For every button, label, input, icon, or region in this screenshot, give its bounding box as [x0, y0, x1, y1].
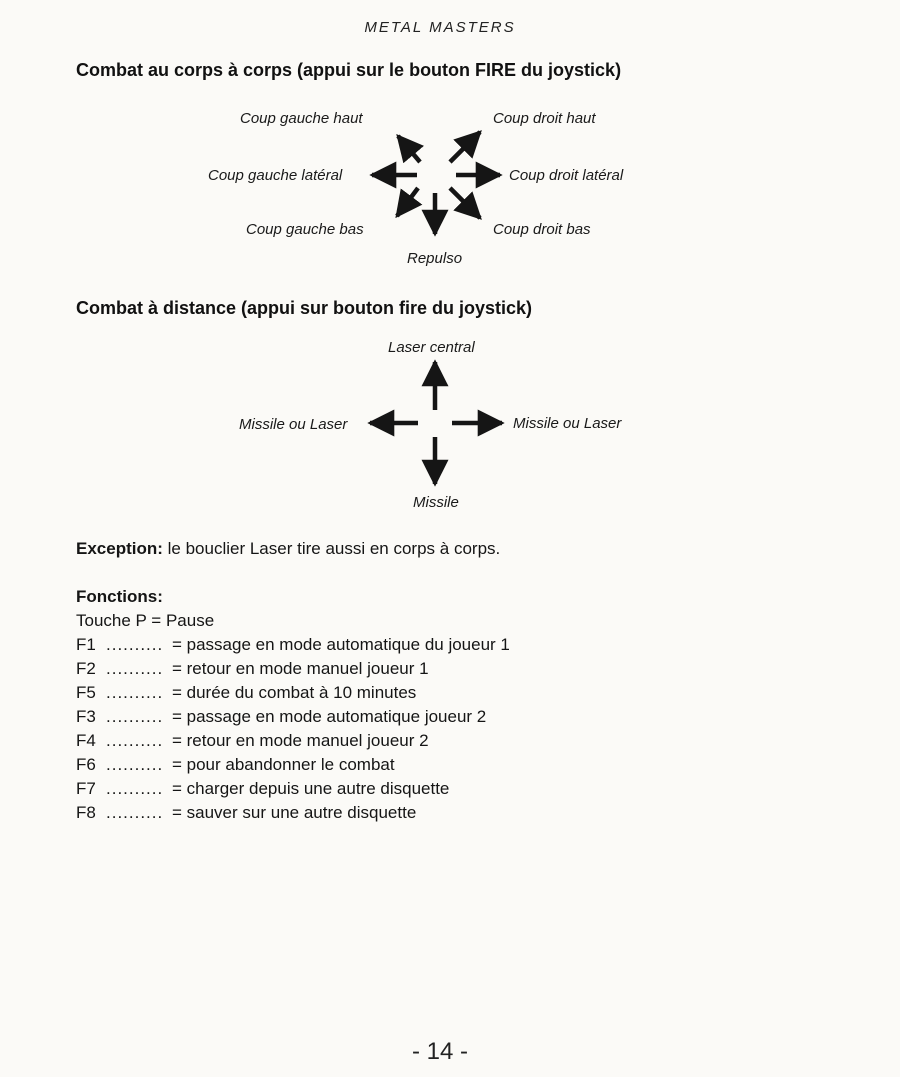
- function-desc: = pour abandonner le combat: [172, 755, 395, 774]
- melee-section-title: Combat au corps à corps (appui sur le bouton FIRE du joystick): [76, 60, 622, 80]
- function-key: F1: [76, 635, 96, 654]
- label-laser-central: Laser central: [388, 339, 475, 356]
- label-missile-ou-laser-right: Missile ou Laser: [513, 415, 622, 432]
- function-row: [76, 755, 395, 775]
- label-coup-gauche-bas: Coup gauche bas: [246, 221, 364, 238]
- dot-leader: ..........: [106, 731, 164, 750]
- label-missile-ou-laser-left: Missile ou Laser: [239, 416, 348, 433]
- exception-label: Exception:: [76, 539, 163, 558]
- label-coup-droit-lateral: Coup droit latéral: [509, 167, 624, 184]
- arrow-down-left: [397, 188, 418, 216]
- label-coup-gauche-lateral: Coup gauche latéral: [208, 167, 343, 184]
- function-row: [76, 707, 486, 727]
- function-desc: = charger depuis une autre disquette: [172, 779, 450, 798]
- exception-paragraph: [76, 539, 500, 559]
- function-key: F7: [76, 779, 96, 798]
- page-number: - 14 -: [411, 1038, 468, 1065]
- page-header: METAL MASTERS: [364, 19, 516, 36]
- function-row: [76, 731, 429, 751]
- dot-leader: ..........: [106, 755, 164, 774]
- function-key: F5: [76, 683, 96, 702]
- function-desc: = passage en mode automatique joueur 2: [172, 707, 487, 726]
- function-desc: = retour en mode manuel joueur 2: [172, 731, 429, 750]
- dot-leader: ..........: [106, 683, 164, 702]
- exception-text: le bouclier Laser tire aussi en corps à corps.: [167, 539, 501, 558]
- function-key: F4: [76, 731, 96, 750]
- function-row: [76, 803, 416, 823]
- ranged-section-title: Combat à distance (appui sur bouton fire du joystick): [76, 298, 533, 318]
- function-row: [76, 683, 416, 703]
- function-desc: = sauver sur une autre disquette: [172, 803, 417, 822]
- dot-leader: ..........: [106, 635, 164, 654]
- arrow-up-right: [450, 132, 480, 162]
- function-row: [76, 659, 429, 679]
- function-row: [76, 779, 449, 799]
- dot-leader: ..........: [106, 707, 164, 726]
- label-coup-gauche-haut: Coup gauche haut: [240, 110, 363, 127]
- label-coup-droit-bas: Coup droit bas: [493, 221, 591, 238]
- functions-title: Fonctions:: [76, 587, 163, 606]
- dot-leader: ..........: [106, 779, 164, 798]
- function-row: [76, 635, 510, 655]
- function-desc: = durée du combat à 10 minutes: [172, 683, 417, 702]
- arrow-down-right: [450, 188, 480, 218]
- function-desc: = passage en mode automatique du joueur 1: [172, 635, 510, 654]
- function-pause: Touche P = Pause: [76, 611, 215, 630]
- function-key: F6: [76, 755, 96, 774]
- label-missile: Missile: [413, 494, 459, 511]
- label-coup-droit-haut: Coup droit haut: [493, 110, 596, 127]
- function-key: F8: [76, 803, 96, 822]
- function-key: F3: [76, 707, 96, 726]
- function-desc: = retour en mode manuel joueur 1: [172, 659, 429, 678]
- arrow-up-left: [398, 136, 420, 162]
- dot-leader: ..........: [106, 803, 164, 822]
- function-key: F2: [76, 659, 96, 678]
- label-repulso: Repulso: [407, 250, 463, 267]
- dot-leader: ..........: [106, 659, 164, 678]
